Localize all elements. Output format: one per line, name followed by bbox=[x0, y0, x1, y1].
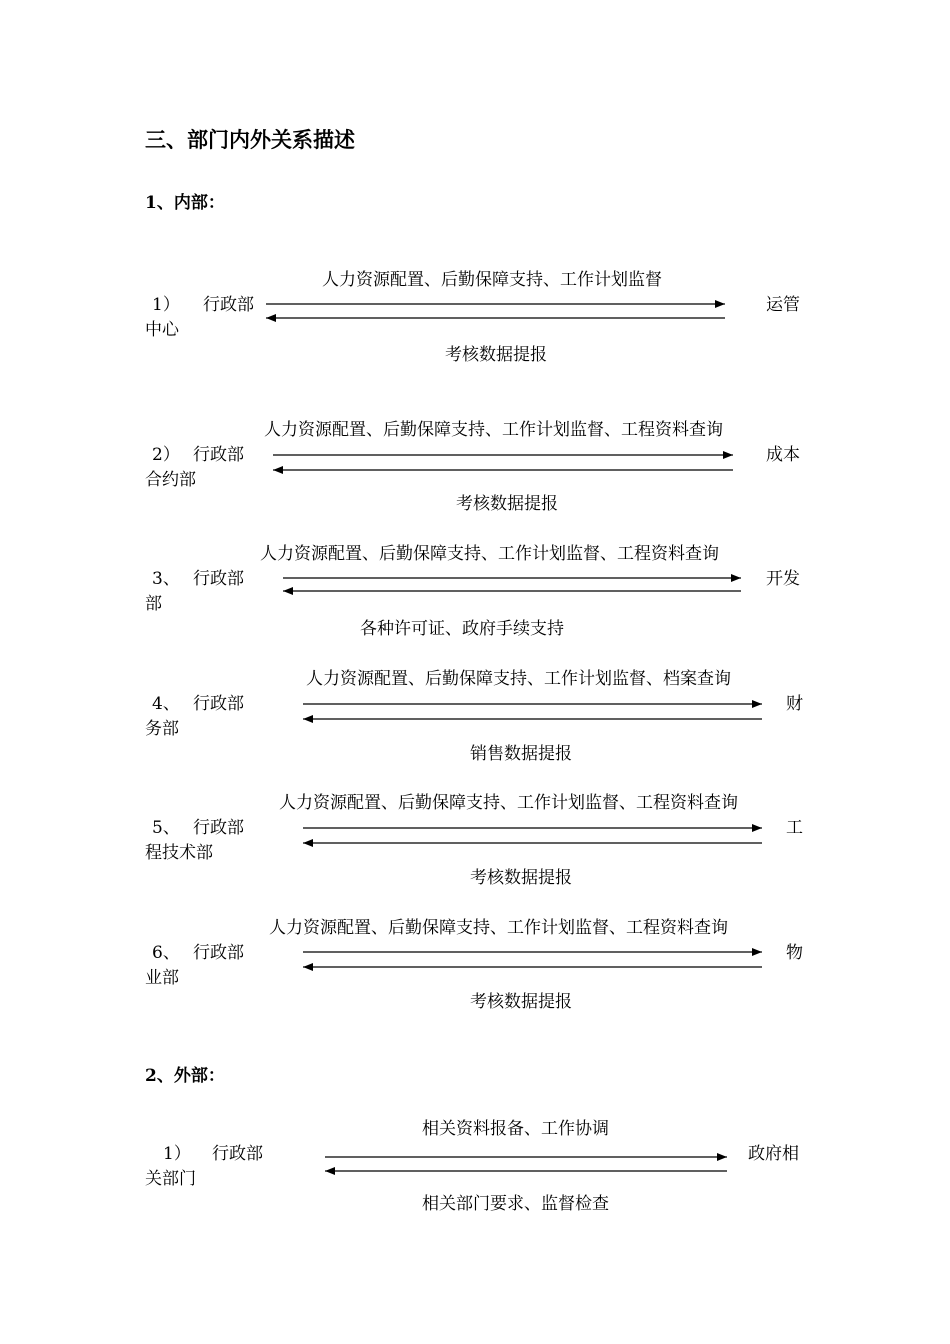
relation-right-dept: 财 bbox=[786, 694, 803, 714]
relation-number: 4、 bbox=[152, 694, 180, 714]
relation-bottom-label: 各种许可证、政府手续支持 bbox=[360, 619, 564, 639]
relation-bottom-label: 销售数据提报 bbox=[470, 744, 572, 764]
relation-left-dept: 行政部 bbox=[193, 943, 244, 963]
relation-right-dept: 政府相 bbox=[748, 1144, 799, 1164]
relation-left-dept: 行政部 bbox=[193, 818, 244, 838]
relation-right-dept: 运管 bbox=[766, 295, 800, 315]
relation-right-dept-wrap: 关部门 bbox=[145, 1169, 196, 1189]
relation-right-dept-wrap: 程技术部 bbox=[145, 843, 213, 863]
relation-number: 5、 bbox=[152, 818, 180, 838]
internal-heading: 1、内部： bbox=[145, 193, 225, 213]
relation-bottom-label: 相关部门要求、监督检查 bbox=[422, 1194, 609, 1214]
relation-top-label: 人力资源配置、后勤保障支持、工作计划监督、工程资料查询 bbox=[260, 544, 719, 564]
relation-bottom-label: 考核数据提报 bbox=[445, 345, 547, 365]
relation-bottom-label: 考核数据提报 bbox=[470, 992, 572, 1012]
relation-right-dept: 物 bbox=[786, 943, 803, 963]
relation-top-label: 人力资源配置、后勤保障支持、工作计划监督、档案查询 bbox=[306, 669, 731, 689]
section-title: 三、部门内外关系描述 bbox=[145, 127, 355, 152]
relation-right-dept: 成本 bbox=[766, 445, 800, 465]
relation-right-dept: 工 bbox=[786, 818, 803, 838]
relation-left-dept: 行政部 bbox=[212, 1144, 263, 1164]
relation-number: 6、 bbox=[152, 943, 180, 963]
relation-right-dept-wrap: 部 bbox=[145, 594, 162, 614]
relation-left-dept: 行政部 bbox=[193, 445, 244, 465]
relation-number: 3、 bbox=[152, 569, 180, 589]
relation-number: 1） bbox=[152, 295, 180, 315]
relation-top-label: 人力资源配置、后勤保障支持、工作计划监督 bbox=[322, 270, 662, 290]
relation-right-dept-wrap: 务部 bbox=[145, 719, 179, 739]
relation-left-dept: 行政部 bbox=[193, 694, 244, 714]
relation-top-label: 人力资源配置、后勤保障支持、工作计划监督、工程资料查询 bbox=[279, 793, 738, 813]
relation-right-dept-wrap: 业部 bbox=[145, 968, 179, 988]
external-heading: 2、外部： bbox=[145, 1066, 225, 1086]
relation-right-dept-wrap: 中心 bbox=[145, 320, 179, 340]
relation-top-label: 人力资源配置、后勤保障支持、工作计划监督、工程资料查询 bbox=[269, 918, 728, 938]
relation-left-dept: 行政部 bbox=[193, 569, 244, 589]
relation-right-dept: 开发 bbox=[766, 569, 800, 589]
relation-left-dept: 行政部 bbox=[203, 295, 254, 315]
relation-top-label: 相关资料报备、工作协调 bbox=[422, 1119, 609, 1139]
relation-bottom-label: 考核数据提报 bbox=[456, 494, 558, 514]
relation-number: 1） bbox=[163, 1144, 191, 1164]
relation-bottom-label: 考核数据提报 bbox=[470, 868, 572, 888]
relation-right-dept-wrap: 合约部 bbox=[145, 470, 196, 490]
relation-top-label: 人力资源配置、后勤保障支持、工作计划监督、工程资料查询 bbox=[264, 420, 723, 440]
relation-number: 2） bbox=[152, 445, 180, 465]
